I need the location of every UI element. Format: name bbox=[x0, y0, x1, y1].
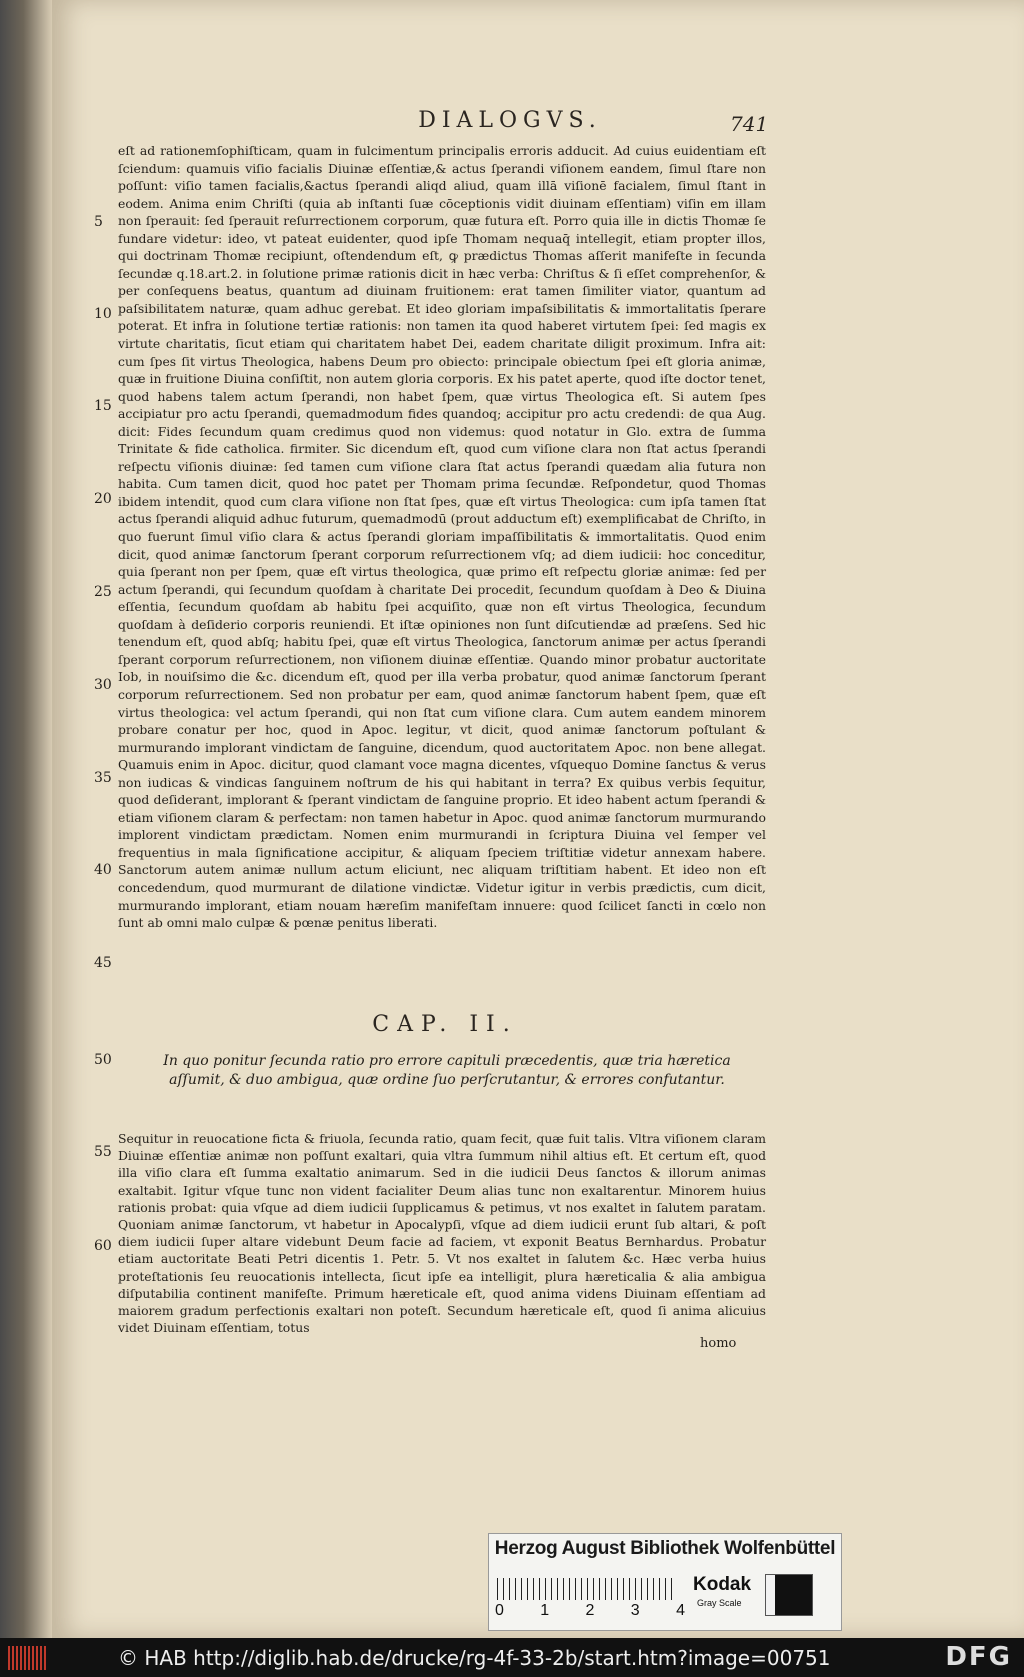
line-number: 50 bbox=[94, 1052, 112, 1068]
source-url[interactable]: © HAB http://diglib.hab.de/drucke/rg-4f-33-2b/start.htm?image=00751 bbox=[118, 1646, 831, 1670]
book-gutter bbox=[0, 0, 52, 1638]
dfg-logo: DFG bbox=[945, 1642, 1012, 1672]
line-number: 10 bbox=[94, 306, 112, 322]
library-name: Herzog August Bibliothek Wolfenbüttel bbox=[494, 1538, 836, 1559]
folio-number: 741 bbox=[730, 112, 769, 136]
body-text bbox=[118, 142, 766, 932]
ruler-number: 0 bbox=[495, 1602, 504, 1619]
chapter-heading: CAP. II. bbox=[372, 1012, 518, 1037]
line-number: 20 bbox=[94, 491, 112, 507]
ruler-scale bbox=[497, 1578, 677, 1600]
ruler-number: 3 bbox=[630, 1602, 640, 1619]
line-number: 40 bbox=[94, 862, 112, 878]
line-number: 45 bbox=[94, 955, 112, 971]
gray-scale-label: Gray Scale bbox=[697, 1598, 742, 1608]
line-number: 55 bbox=[94, 1144, 112, 1160]
line-number: 25 bbox=[94, 584, 112, 600]
ruler-number: 4 bbox=[676, 1602, 685, 1619]
kodak-logo: Kodak bbox=[693, 1574, 752, 1595]
line-number: 15 bbox=[94, 398, 112, 414]
barcode-icon bbox=[8, 1646, 48, 1670]
chapter-summary: In quo ponitur ſecunda ratio pro errore capituli præcedentis, quæ tria hæretica aſſumit, & duo ambigua, quæ ordine ſuo perſcrutantur, & errores confutantur. bbox=[163, 1053, 731, 1088]
line-number: 35 bbox=[94, 770, 112, 786]
gray-swatch bbox=[765, 1574, 813, 1616]
line-number: 60 bbox=[94, 1238, 112, 1254]
color-target bbox=[488, 1533, 842, 1631]
running-head: DIALOGVS. bbox=[418, 108, 602, 133]
ruler-numbers bbox=[495, 1602, 685, 1620]
ruler-number: 2 bbox=[585, 1602, 595, 1619]
catchword: homo bbox=[700, 1336, 737, 1351]
chapter-text: Sequitur in reuocatione ficta & friuola, ſecunda ratio, quam fecit, quæ fuit talis. Vltra viſionem claram Diuinæ eſſentiæ animæ non poſſunt exaltari, quia vltra ſummum nihil altius eſt. Et certum eſt, quod illa viſio clara eſt ſumma exaltatio animarum. Sed in die iudicii Deus ſanctos & illorum animas exaltabit. Igitur vſque tunc non vident facialiter Deum alias tunc non exaltarentur. Minorem huius rationis probat: quia vſque ad diem iudicii ſupplicamus & petimus, vt nos exaltet in ſalutem paratam. Quoniam animæ ſanctorum, vt habetur in Apocalypſi, vſque ad diem iudicii erunt ſub altari, & poſt diem iudicii ſuper altare videbunt Deum facie ad faciem, vt exponit Beatus Bernhardus. Probatur etiam auctoritate Beati Petri dicentis 1. Petr. 5. Vt nos exaltet in ſalutem &c. Hæc verba huius proteſtationis ſeu reuocationis intellecta, ſicut ipſe ea intelligit, plura hæreticalia & alia ambigua diſputabilia continent manifeſte. Primum hæreticale eſt, quod anima videns Diuinam eſſentiam ad maiorem gradum perfectionis exaltari non poteſt. Secundum hæreticale eſt, quod ſi anima alicuius videt Diuinam eſſentiam, totus bbox=[118, 1131, 766, 1336]
ruler-number: 1 bbox=[540, 1602, 550, 1619]
line-number: 5 bbox=[94, 214, 103, 230]
body-paragraph: eſt ad rationemſophiſticam, quam in fulcimentum principalis erroris adducit. Ad cuius euidentiam eſt ſciendum: quamuis viſio facialis Diuinæ eſſentiæ,& actus ſperandi viſionem eandem, ſimul ſtare non poſſunt: viſio tamen facialis,&actus ſperandi aliqd aliud, quam illā viſionē facialem, ſimul ſtant in eodem. Anima enim Chriſti (quia ab inſtanti ſuæ cōceptionis vidit diuinam eſſentiam) viſin em illam non ſperauit: ſed ſperauit reſurrectionem corporum, quæ futura eſt. Porro quia ille in dictis Thomæ ſe fundare videtur: ideo, vt pateat euidenter, quod ipſe Thomam nequaq̄ intellegit, etiam propter illos, qui doctrinam Thomæ recipiunt, oſtendendum eſt, ꝙ prædictus Thomas aſſerit manifeſte in ſecunda ſecundæ q.18.art.2. in ſolutione primæ rationis dicit in hæc verba: Chriſtus & ſi eſſet comprehenſor, & per conſequens beatus, quantum ad diuinam fruitionem: erat tamen ſimiliter viator, quantum ad paſsibilitatem naturæ, quam adhuc gerebat. Et ideo gloriam impaſsibilitatis & immortalitatis ſperare poterat. Et infra in ſolutione tertiæ rationis: non tamen ita quod haberet virtutem ſpei: ſed magis ex virtute charitatis, ſicut etiam qui charitatem habet Dei, eadem charitate diligit proximum. Infra ait: cum ſpes ſit virtus Theologica, habens Deum pro obiecto: principale obiectum ſpei eſt gloria animæ, quæ in fruitione Diuina conſiſtit, non autem gloria corporis. Ex his patet aperte, quod iſte doctor tenet, quod habens talem actum ſperandi, non habet ſpem, quæ virtus Theologica eſt. Si autem ſpes accipiatur pro actu ſperandi, quemadmodum fides quandoq; accipitur pro actu credendi: de qua Aug. dicit: Fides ſecundum quam credimus quod non videmus: quod notatur in Glo. extra de ſumma Trinitate & fide catholica. firmiter. Sic dicendum eſt, quod cum viſione clara non ſtat actus ſperandi reſpectu viſionis diuinæ: ſed tamen cum viſione clara ſtat actus ſperandi quædam alia futura non habita. Cum tamen dicit, quod hoc patet per Thomam prima ſecundæ. Reſpondetur, quod Thomas ibidem intendit, quod cum clara viſione non ſtat ſpes, quæ eſt virtus Theologica: cum ipſa tamen ſtat actus ſperandi aliquid adhuc futurum, quemadmodū (prout adductum eſt) exemplificabat de Chriſto, in quo fuerunt ſimul viſio clara & actus ſperandi gloriam impaſſibilitatis & immortalitatis. Quod enim dicit, quod animæ ſanctorum ſperant corporum reſurrectionem vſq; ad diem iudicii: hoc conceditur, quia ſperant non per ſpem, quæ eſt virtus theologica, quæ primo eſt reſpectu gloriæ animæ: ſed per actum ſperandi, qui ſecundum quoſdam à charitate Dei procedit, ſecundum quoſdam à Deo & Diuina eſſentia, ſecundum quoſdam ab habitu ſpei acquiſito, quæ non eſt virtus Theologica, ſecundum quoſdam à deſiderio corporis reuniendi. Et iſtæ opiniones non ſunt diſcutiendæ ad præſens. Sed hic tenendum eſt, quod abſq; habitu ſpei, quæ eſt virtus Theologica, ſanctorum animæ per actus ſperandi ſperant corporum reſurrectionem, non viſionem diuinæ eſſentiæ. Quando minor probatur auctoritate Iob, in nouiſsimo die &c. dicendum eſt, quod per illa verba probatur, quod animæ ſanctorum ſperant corporum reſurrectionem. Sed non probatur per eam, quod animæ ſanctorum habent ſpem, quæ eſt virtus theologica: vel actum ſperandi, qui non ſtat cum viſione clara. Cum autem eandem minorem probare conatur per hoc, quod in Apoc. legitur, vt dicit, quod animæ ſanctorum poſtulant & murmurando implorant vindictam de ſanguine, dicendum, quod auctoritatem Apoc. non bene allegat. Quamuis enim in Apoc. dicitur, quod clamant voce magna dicentes, vſquequo Domine ſanctus & verus non iudicas & vindicas ſanguinem noſtrum de his qui habitant in terra? Ex quibus verbis ſequitur, quod deſiderant, implorant & ſperant vindictam de ſanguine proprio. Et ideo habent actum ſperandi & etiam viſionem claram & perfectam: non tamen habetur in Apoc. quod animæ ſanctorum murmurando implorent vindictam prædictam. Nomen enim murmurandi in ſcriptura Diuina vel ſemper vel frequentius in mala ſignificatione accipitur, & aliquam ſpeciem triſtitiæ videtur annexam habere. Sanctorum autem animæ nullum actum eliciunt, nec aliquam triſtitiam habent. Et ideo non eſt concedendum, quod murmurant de dilatione vindictæ. Videtur igitur in verbis prædictis, cum dicit, murmurando implorant, etiam nouam hæreſim manifeſtam innuere: quod ſcilicet ſancti in cœlo non ſunt ab omni malo culpæ & pœnæ penitus liberati. bbox=[118, 143, 766, 931]
footer-bar bbox=[0, 1638, 1024, 1677]
line-number: 30 bbox=[94, 677, 112, 693]
